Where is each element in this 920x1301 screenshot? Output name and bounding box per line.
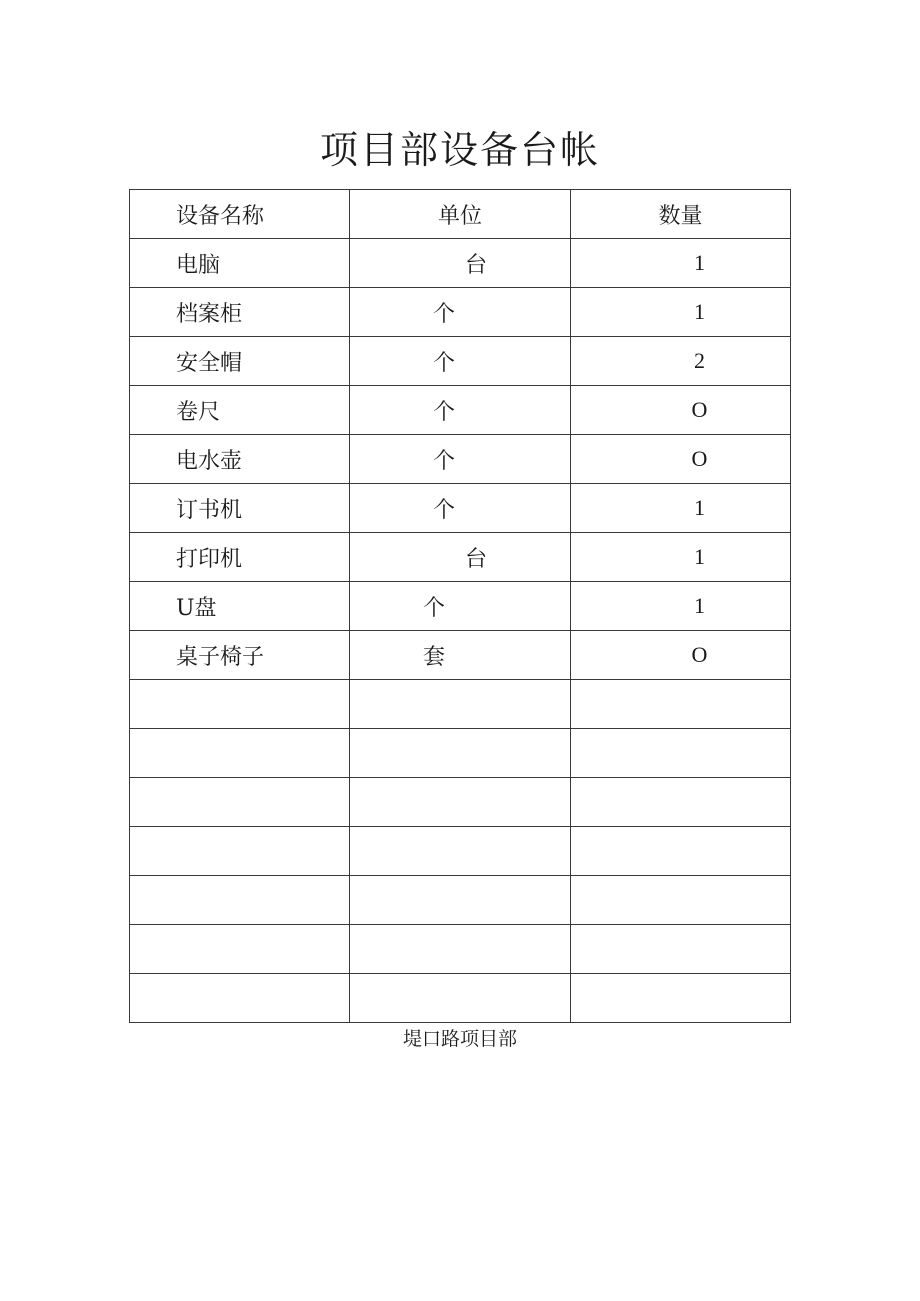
unit-cell bbox=[350, 729, 571, 778]
table-header-row bbox=[130, 190, 791, 239]
equipment-ledger-table bbox=[129, 189, 791, 1023]
unit-cell bbox=[350, 680, 571, 729]
quantity-cell bbox=[571, 680, 791, 729]
unit-cell: 台 bbox=[350, 533, 571, 582]
header-equipment-name: 设备名称 bbox=[130, 190, 350, 239]
table-row bbox=[130, 386, 791, 435]
quantity-cell: 1 bbox=[571, 288, 791, 337]
equipment-name-cell: 电水壶 bbox=[130, 435, 350, 484]
table-row bbox=[130, 582, 791, 631]
unit-cell: 个 bbox=[350, 582, 571, 631]
unit-cell bbox=[350, 974, 571, 1023]
header-quantity: 数量 bbox=[571, 190, 791, 239]
quantity-cell bbox=[571, 876, 791, 925]
equipment-name-cell bbox=[130, 974, 350, 1023]
table-row bbox=[130, 288, 791, 337]
unit-cell bbox=[350, 827, 571, 876]
unit-cell bbox=[350, 876, 571, 925]
unit-cell bbox=[350, 778, 571, 827]
quantity-cell bbox=[571, 974, 791, 1023]
quantity-cell: 2 bbox=[571, 337, 791, 386]
table-row bbox=[130, 239, 791, 288]
equipment-name-cell: 桌子椅子 bbox=[130, 631, 350, 680]
equipment-name-cell bbox=[130, 925, 350, 974]
table-row bbox=[130, 533, 791, 582]
equipment-name-cell bbox=[130, 680, 350, 729]
quantity-cell bbox=[571, 778, 791, 827]
quantity-cell bbox=[571, 827, 791, 876]
quantity-cell: 1 bbox=[571, 484, 791, 533]
table-row bbox=[130, 876, 791, 925]
equipment-name-cell bbox=[130, 778, 350, 827]
equipment-name-cell: 订书机 bbox=[130, 484, 350, 533]
document-footer: 堤口路项目部 bbox=[402, 1028, 517, 1050]
unit-cell: 台 bbox=[350, 239, 571, 288]
equipment-name-cell: 打印机 bbox=[130, 533, 350, 582]
table-row bbox=[130, 974, 791, 1023]
unit-cell: 个 bbox=[350, 337, 571, 386]
equipment-name-cell: 电脑 bbox=[130, 239, 350, 288]
quantity-cell bbox=[571, 729, 791, 778]
quantity-cell: O bbox=[571, 435, 791, 484]
table-row bbox=[130, 484, 791, 533]
unit-cell: 个 bbox=[350, 484, 571, 533]
table-row bbox=[130, 827, 791, 876]
equipment-name-cell: 档案柜 bbox=[130, 288, 350, 337]
equipment-name-cell bbox=[130, 827, 350, 876]
table-row bbox=[130, 680, 791, 729]
quantity-cell: O bbox=[571, 631, 791, 680]
unit-cell: 个 bbox=[350, 386, 571, 435]
unit-cell bbox=[350, 925, 571, 974]
table-row bbox=[130, 435, 791, 484]
quantity-cell bbox=[571, 925, 791, 974]
unit-cell: 套 bbox=[350, 631, 571, 680]
equipment-name-cell: 卷尺 bbox=[130, 386, 350, 435]
quantity-cell: O bbox=[571, 386, 791, 435]
table-row bbox=[130, 337, 791, 386]
header-unit: 单位 bbox=[350, 190, 571, 239]
quantity-cell: 1 bbox=[571, 533, 791, 582]
table-body bbox=[130, 239, 791, 1023]
unit-cell: 个 bbox=[350, 288, 571, 337]
quantity-cell: 1 bbox=[571, 582, 791, 631]
table-row bbox=[130, 729, 791, 778]
equipment-name-cell: U盘 bbox=[130, 582, 350, 631]
table-row bbox=[130, 778, 791, 827]
equipment-name-cell bbox=[130, 729, 350, 778]
quantity-cell: 1 bbox=[571, 239, 791, 288]
document-title: 项目部设备台帐 bbox=[319, 128, 600, 172]
equipment-name-cell bbox=[130, 876, 350, 925]
table-row bbox=[130, 925, 791, 974]
equipment-name-cell: 安全帽 bbox=[130, 337, 350, 386]
table-row bbox=[130, 631, 791, 680]
unit-cell: 个 bbox=[350, 435, 571, 484]
